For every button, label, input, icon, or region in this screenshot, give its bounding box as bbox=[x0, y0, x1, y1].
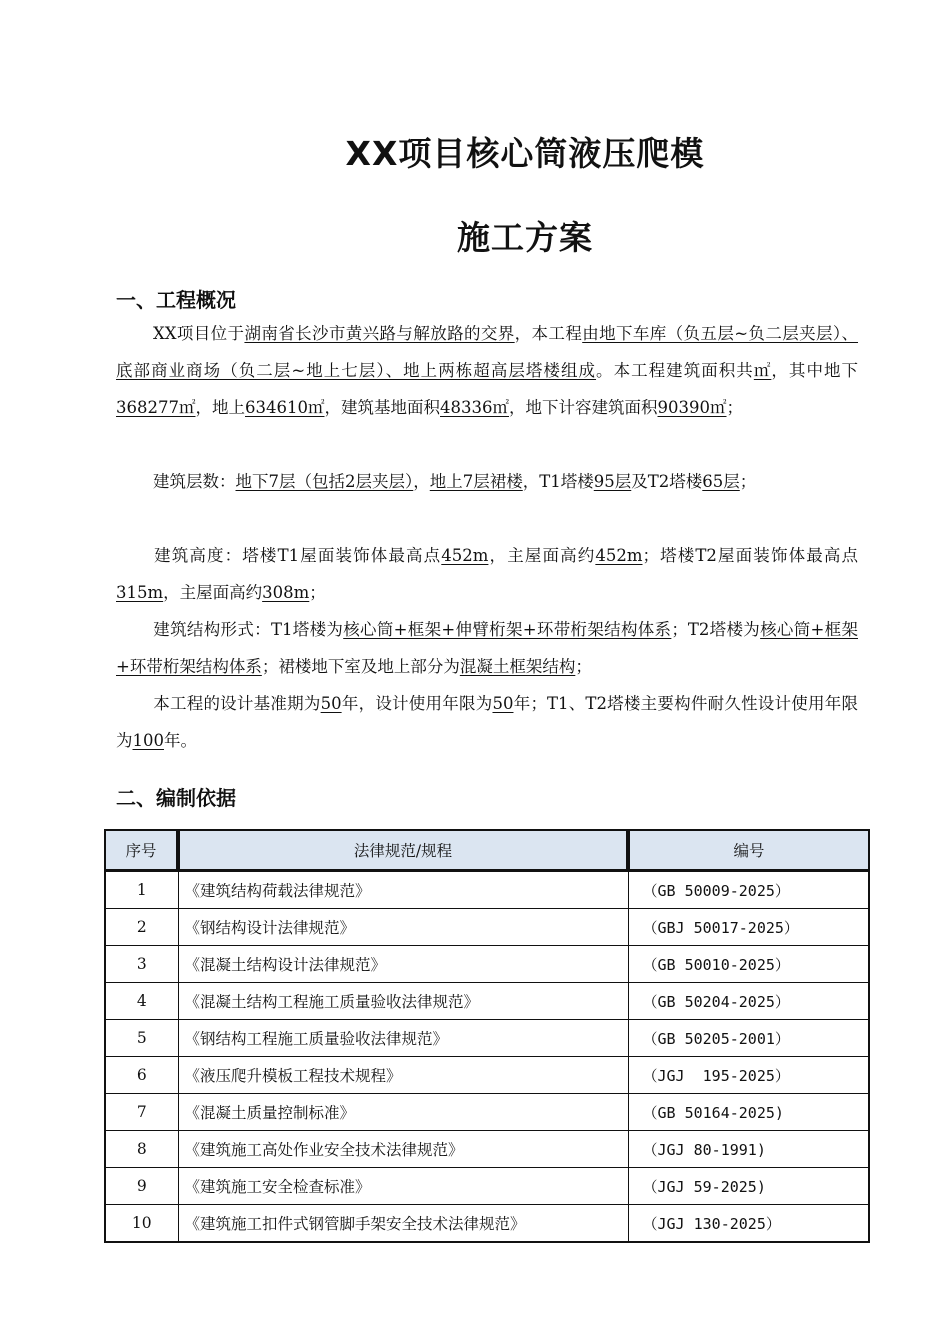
standards-table bbox=[104, 829, 870, 1243]
cell-name: 《钢结构工程施工质量验收法律规范》 bbox=[178, 1020, 628, 1057]
cell-code: （GB 50204-2025） bbox=[628, 983, 869, 1020]
cell-code: （JGJ 80-1991) bbox=[628, 1131, 869, 1168]
cell-no: 6 bbox=[105, 1057, 178, 1094]
document-title: XX项目核心筒液压爬模 bbox=[345, 134, 705, 173]
column-header-name: 法律规范/规程 bbox=[178, 830, 628, 871]
cell-no: 9 bbox=[105, 1168, 178, 1205]
cell-no: 3 bbox=[105, 946, 178, 983]
paragraph-building-floors: 建筑层数：地下7层（包括2层夹层），地上7层裙楼，T1塔楼95层及T2塔楼65层； bbox=[153, 472, 757, 491]
cell-name: 《混凝土结构工程施工质量验收法律规范》 bbox=[178, 983, 628, 1020]
section-heading-overview: 一、工程概况 bbox=[116, 288, 236, 312]
section-heading-basis: 二、编制依据 bbox=[116, 786, 236, 810]
cell-code: （GB 50009-2025） bbox=[628, 871, 869, 909]
cell-name: 《钢结构设计法律规范》 bbox=[178, 909, 628, 946]
table-header-row bbox=[105, 830, 869, 871]
cell-code: （GBJ 50017-2025） bbox=[628, 909, 869, 946]
document-subtitle: 施工方案 bbox=[457, 218, 593, 257]
cell-name: 《建筑施工高处作业安全技术法律规范》 bbox=[178, 1131, 628, 1168]
cell-no: 4 bbox=[105, 983, 178, 1020]
cell-no: 5 bbox=[105, 1020, 178, 1057]
table-row bbox=[105, 909, 869, 946]
cell-name: 《建筑结构荷载法律规范》 bbox=[178, 871, 628, 909]
cell-name: 《液压爬升模板工程技术规程》 bbox=[178, 1057, 628, 1094]
paragraph-project-location: XX项目位于湖南省长沙市黄兴路与解放路的交界，本工程由地下车库（负五层~负二层夹层）、底部商业商场（负二层~地上七层）、地上两栋超高层塔楼组成。本工程建筑面积共㎡，其中地下368277㎡，地上634610㎡，建筑基地面积48336㎡，地下计容建筑面积90390㎡； bbox=[116, 324, 859, 417]
table-row bbox=[105, 1205, 869, 1243]
table-row bbox=[105, 1131, 869, 1168]
column-header-code: 编号 bbox=[628, 830, 869, 871]
cell-no: 2 bbox=[105, 909, 178, 946]
cell-name: 《建筑施工安全检查标准》 bbox=[178, 1168, 628, 1205]
table-row bbox=[105, 871, 869, 909]
paragraph-structure-type: 建筑结构形式：T1塔楼为核心筒+框架+伸臂桁架+环带桁架结构体系；T2塔楼为核心筒+框架+环带桁架结构体系；裙楼地下室及地上部分为混凝土框架结构； bbox=[116, 620, 858, 676]
cell-no: 1 bbox=[105, 871, 178, 909]
table-row bbox=[105, 983, 869, 1020]
cell-no: 10 bbox=[105, 1205, 178, 1243]
table-row bbox=[105, 1168, 869, 1205]
cell-name: 《混凝土质量控制标准》 bbox=[178, 1094, 628, 1131]
paragraph-building-height: 建筑高度：塔楼T1屋面装饰体最高点452m，主屋面高约452m；塔楼T2屋面装饰体最高点315m，主屋面高约308m； bbox=[116, 546, 858, 602]
cell-code: （GB 50010-2025） bbox=[628, 946, 869, 983]
cell-name: 《混凝土结构设计法律规范》 bbox=[178, 946, 628, 983]
column-header-no: 序号 bbox=[105, 830, 178, 871]
cell-code: （JGJ 130-2025） bbox=[628, 1205, 869, 1243]
cell-code: （GB 50205-2001） bbox=[628, 1020, 869, 1057]
cell-no: 7 bbox=[105, 1094, 178, 1131]
cell-code: （JGJ 59-2025) bbox=[628, 1168, 869, 1205]
cell-code: （GB 50164-2025) bbox=[628, 1094, 869, 1131]
cell-no: 8 bbox=[105, 1131, 178, 1168]
table-row bbox=[105, 1094, 869, 1131]
paragraph-design-period: 本工程的设计基准期为50年，设计使用年限为50年；T1、T2塔楼主要构件耐久性设计使用年限为100年。 bbox=[116, 694, 858, 750]
table-row bbox=[105, 1057, 869, 1094]
table-row bbox=[105, 1020, 869, 1057]
table-row bbox=[105, 946, 869, 983]
cell-code: （JGJ 195-2025） bbox=[628, 1057, 869, 1094]
cell-name: 《建筑施工扣件式钢管脚手架安全技术法律规范》 bbox=[178, 1205, 628, 1243]
